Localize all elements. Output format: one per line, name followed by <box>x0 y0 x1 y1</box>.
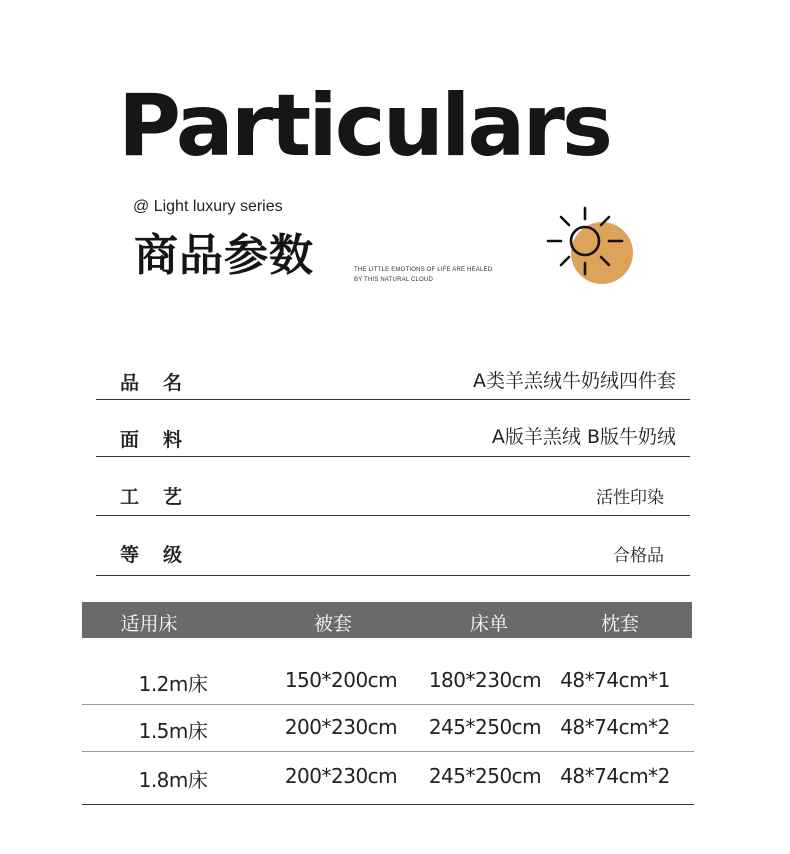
spec-label: 品名 <box>120 372 207 394</box>
column-header: 床单 <box>469 613 509 635</box>
spec-value: 合格品 <box>613 546 664 566</box>
tagline <box>354 265 492 285</box>
column-header: 枕套 <box>600 613 640 635</box>
table-row <box>82 751 694 805</box>
series-label: @ Light luxury series <box>133 198 283 215</box>
spec-row-craft <box>96 456 690 516</box>
table-cell: 200*230cm <box>284 764 398 788</box>
size-table-header <box>82 602 692 638</box>
table-cell: 48*74cm*2 <box>560 764 670 788</box>
tagline-line-1: THE LITTLE EMOTIONS OF LIFE ARE HEALED <box>354 267 493 273</box>
spec-value: A类羊羔绒牛奶绒四件套 <box>473 370 676 392</box>
table-row <box>82 704 694 752</box>
table-cell: 180*230cm <box>428 668 542 692</box>
tagline-line-2: BY THIS NATURAL CLOUD <box>354 277 433 283</box>
spec-label: 工艺 <box>120 486 207 508</box>
column-header: 被套 <box>313 613 353 635</box>
table-cell: 48*74cm*1 <box>560 668 670 692</box>
column-header: 适用床 <box>120 613 178 635</box>
table-cell: 245*250cm <box>428 764 542 788</box>
table-row <box>82 638 694 705</box>
table-cell: 200*230cm <box>284 715 398 739</box>
table-cell: 1.8m床 <box>138 768 208 792</box>
spec-row-fabric <box>96 399 690 457</box>
table-cell: 1.2m床 <box>138 672 208 696</box>
table-cell: 48*74cm*2 <box>560 715 670 739</box>
table-cell: 245*250cm <box>428 715 542 739</box>
spec-label: 等级 <box>120 544 207 566</box>
spec-value: A版羊羔绒 B版牛奶绒 <box>491 426 676 448</box>
product-params-heading: 商品参数 <box>134 230 314 281</box>
spec-row-grade <box>96 515 690 576</box>
table-cell: 150*200cm <box>284 668 398 692</box>
table-cell: 1.5m床 <box>138 719 208 743</box>
page-title: Particulars <box>118 76 611 176</box>
spec-label: 面料 <box>120 429 207 451</box>
spec-value: 活性印染 <box>596 488 664 508</box>
sun-icon <box>542 200 642 290</box>
spec-row-name <box>96 358 690 400</box>
